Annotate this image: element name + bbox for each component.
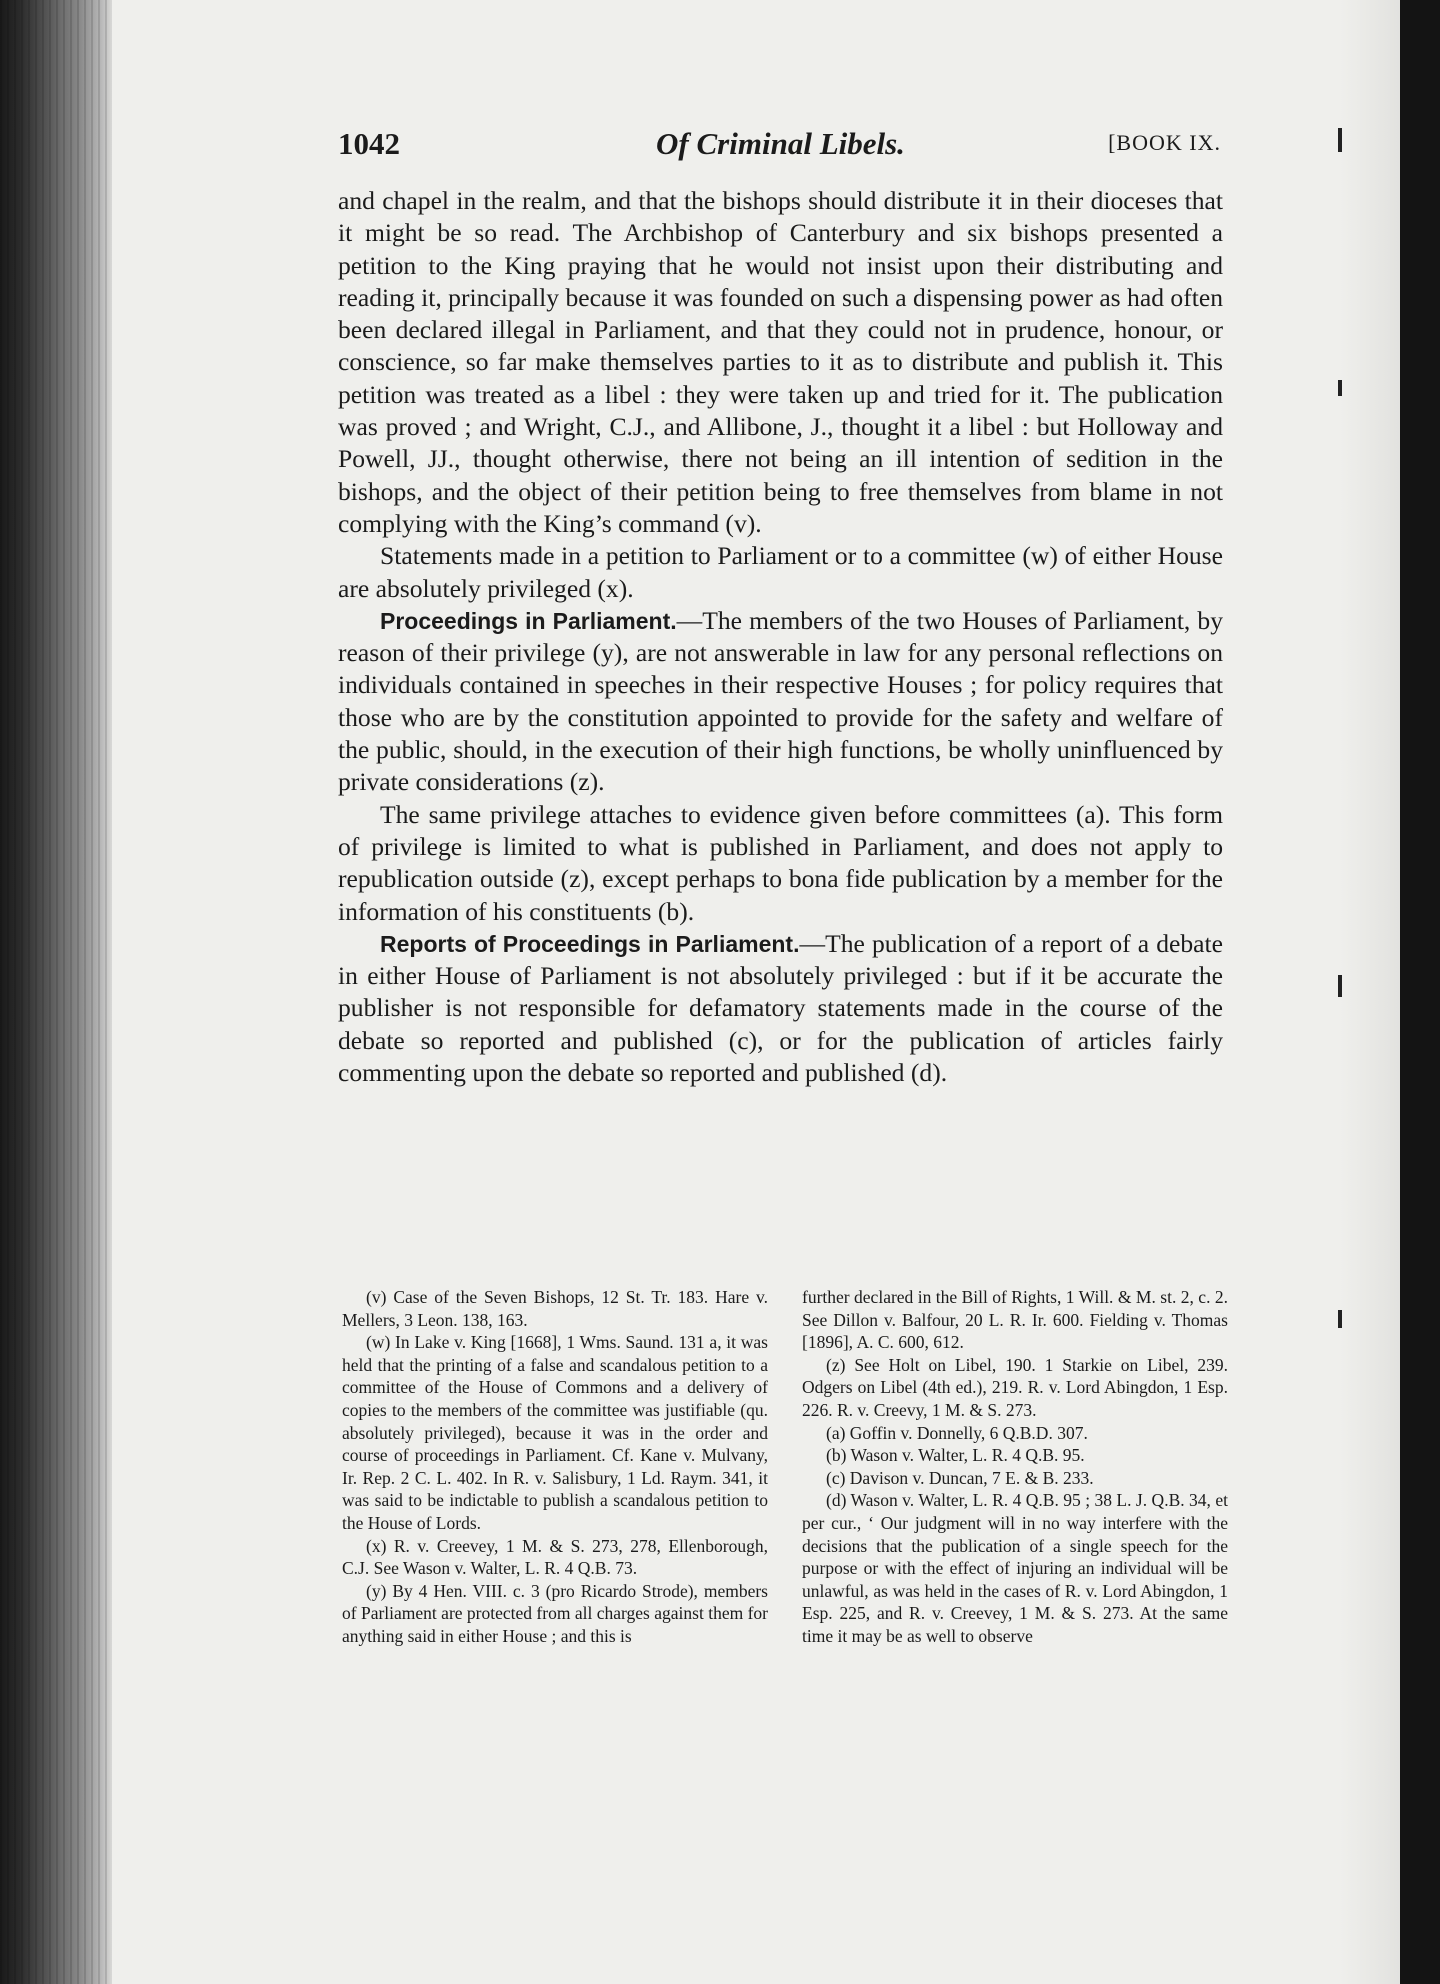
footnote: (a) Goffin v. Donnelly, 6 Q.B.D. 307. <box>826 1422 1088 1443</box>
footnote: (c) Davison v. Duncan, 7 E. & B. 233. <box>826 1467 1094 1488</box>
paragraph <box>338 928 1223 1089</box>
scan-border <box>1400 0 1440 1984</box>
footnote: (w) In Lake v. King [1668], 1 Wms. Saund. 131 a, it was held that the printing of a false and scandalous petition to a committee of the House of Commons and a delivery of copies to the members of the committee was justifiable (qu. absolutely privileged), because it was in the order and course of proceedings in Parliament. Cf. Kane v. Mulvany, Ir. Rep. 2 C. L. 402. In R. v. Salisbury, 1 Ld. Raym. 341, it was said to be indictable to publish a scandalous petition to the House of Lords. <box>342 1332 768 1533</box>
footnote-column-left <box>342 1286 768 1648</box>
paragraph-text: —The members of the two Houses of Parliament, by reason of their privilege (y), are not answerable in law for any personal reflections on individuals contained in speeches in their respective Houses ; for policy requires that those who are by the constitution appointed to provide for the safety and welfare of the public, should, in the execution of their high functions, be wholly uninfluenced by private considerations (z). <box>338 605 1224 797</box>
page-number: 1042 <box>338 126 400 161</box>
side-heading: Reports of Proceedings in Parliament. <box>380 930 800 957</box>
margin-mark <box>1338 128 1342 152</box>
side-heading: Proceedings in Parliament. <box>380 607 677 634</box>
paragraph-text: —The publication of a report of a debate in either House of Parliament is not absolutely privileged : but if it be accurate the publisher is not responsible for defamatory statements made in the course of the debate so reported and published (c), or for the publication of articles fairly commenting upon the debate so reported and published (d). <box>338 928 1223 1088</box>
margin-mark <box>1338 380 1342 396</box>
paragraph <box>338 605 1223 799</box>
margin-mark <box>1338 1310 1342 1328</box>
footnote: (x) R. v. Creevey, 1 M. & S. 273, 278, Ellenborough, C.J. See Wason v. Walter, L. R. 4 Q.B. 73. <box>342 1535 768 1579</box>
footnote-continuation: further declared in the Bill of Rights, 1 Will. & M. st. 2, c. 2. See Dillon v. Balfour, 20 L. R. Ir. 600. Fielding v. Thomas [1896], A. C. 600, 612. <box>802 1287 1228 1353</box>
paragraph: The same privilege attaches to evidence given before committees (a). This form of privilege is limited to what is published in Parliament, and does not apply to republication outside (z), except perhaps to bona fide publication by a member for the information of his constituents (b). <box>338 799 1223 926</box>
footnote: (d) Wason v. Walter, L. R. 4 Q.B. 95 ; 38 L. J. Q.B. 34, et per cur., ‘ Our judgment will in no way interfere with the decisions that the publication of a single speech for the purpose or with the effect of injuring an individual will be unlawful, as was held in the cases of R. v. Lord Abingdon, 1 Esp. 225, and R. v. Creevey, 1 M. & S. 273. At the same time it may be as well to observe <box>802 1490 1228 1646</box>
margin-mark <box>1338 975 1342 997</box>
footnote: (b) Wason v. Walter, L. R. 4 Q.B. 95. <box>826 1445 1085 1466</box>
page-stack-edges <box>0 0 112 1984</box>
paragraph: Statements made in a petition to Parliament or to a committee (w) of either House are absolutely privileged (x). <box>338 541 1223 603</box>
page-shadow <box>1340 0 1400 1984</box>
footnote-column-right <box>802 1286 1228 1648</box>
footnote: (v) Case of the Seven Bishops, 12 St. Tr. 183. Hare v. Mellers, 3 Leon. 138, 163. <box>342 1287 768 1330</box>
page-header <box>338 126 1223 168</box>
footnote: (z) See Holt on Libel, 190. 1 Starkie on Libel, 239. Odgers on Libel (4th ed.), 219. R. v. Lord Abingdon, 1 Esp. 226. R. v. Creevy, 1 M. & S. 273. <box>802 1354 1228 1420</box>
main-text <box>338 185 1223 1089</box>
book-reference: [BOOK IX. <box>1108 130 1221 155</box>
footnote: (y) By 4 Hen. VIII. c. 3 (pro Ricardo Strode), members of Parliament are protected from all charges against them for anything said in either House ; and this is <box>342 1580 768 1646</box>
running-title: Of Criminal Libels. <box>656 126 905 161</box>
paragraph: and chapel in the realm, and that the bishops should distribute it in their dioceses that it might be so read. The Archbishop of Canterbury and six bishops presented a petition to the King praying that he would not insist upon their distributing and reading it, principally because it was founded on such a dispensing power as had often been declared illegal in Parliament, and that they could not in prudence, honour, or conscience, so far make themselves parties to it as to distribute and publish it. This petition was treated as a libel : they were taken up and tried for it. The publication was proved ; and Wright, C.J., and Allibone, J., thought it a libel : but Holloway and Powell, JJ., thought otherwise, there not being an ill intention of sedition in the bishops, and the object of their petition being to free themselves from blame in not complying with the King’s command (v). <box>338 186 1223 538</box>
